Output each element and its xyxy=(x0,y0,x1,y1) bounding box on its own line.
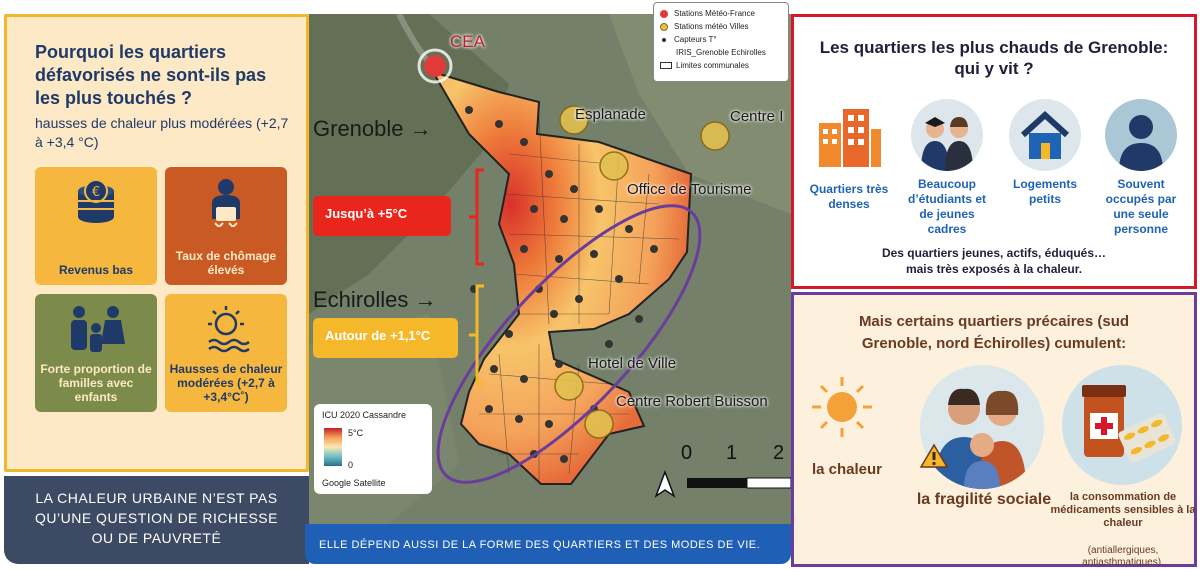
persona-label: Beaucoup d’étudiants et de jeunes cadres xyxy=(907,177,986,236)
scale-label: 1 xyxy=(726,442,738,464)
tile-familles xyxy=(35,294,157,412)
coins-icon xyxy=(35,177,157,227)
persona-students xyxy=(902,99,992,237)
rb-title: Mais certains quartiers précaires (sud Grenoble, nord Échirolles) cumulent: xyxy=(858,313,1130,352)
svg-text:€: € xyxy=(91,185,101,200)
tile-label: Taux de chômage élevés xyxy=(175,249,277,277)
station-label-office-tourisme[interactable]: Office de Tourisme xyxy=(627,181,752,198)
yellow-dot-icon xyxy=(660,23,668,31)
map-footer: ELLE DÉPEND AUSSI DE LA FORME DES QUARTIERS ET DES MODES DE VIE. xyxy=(305,524,791,564)
red-dot-icon xyxy=(660,10,668,18)
persona-small-housing xyxy=(1000,99,1090,207)
persona-label: Quartiers très denses xyxy=(809,182,889,211)
tile-chomage xyxy=(165,167,287,285)
station-label-centre[interactable]: Centre I xyxy=(730,108,784,125)
icu-min: 0 xyxy=(348,460,354,470)
map-legend xyxy=(653,2,789,82)
banner-line: OU DE PAUVRETÉ xyxy=(91,530,222,546)
rt-title: Les quartiers les plus chauds de Grenoble: qui y vit ? xyxy=(819,38,1169,78)
sun-icon xyxy=(810,375,874,439)
legend-item: Stations Météo-France xyxy=(660,7,782,20)
item-medication-note: (antiallergiques, antiasthmatiques). xyxy=(1082,545,1164,568)
banner-line: LA CHALEUR URBAINE N’EST PAS xyxy=(35,490,278,506)
callout-hot: Jusqu’à +5°C xyxy=(313,196,451,236)
tile-revenus-bas xyxy=(35,167,157,285)
left-panel xyxy=(4,14,309,472)
tile-label: Hausses de chaleur modérées (+2,7 à +3,4°C˚) xyxy=(169,362,283,404)
tile-label: Forte proportion de familles avec enfants xyxy=(40,362,152,404)
scale-label: 2 xyxy=(773,442,785,464)
left-title: Pourquoi les quartiers défavorisés ne sont-ils pas les plus touchés ? xyxy=(35,42,267,108)
legend-item: Stations météo Villes xyxy=(660,20,782,33)
station-label-hotel-ville[interactable]: Hotel de Ville xyxy=(588,355,677,372)
item-medication: la consommation de médicaments sensibles à la chaleur xyxy=(1050,491,1196,529)
family-icon xyxy=(35,304,157,354)
icu-source: Google Satellite xyxy=(322,478,386,488)
callout-mild: Autour de +1,1°C xyxy=(313,318,458,358)
echirolles-label: Echirolles → xyxy=(313,287,437,312)
person-icon xyxy=(1105,99,1177,171)
boundary-rect-icon xyxy=(660,62,672,69)
legend-item: Limites communales xyxy=(660,59,782,72)
left-banner xyxy=(4,476,309,564)
persona-label: Souvent occupés par une seule personne xyxy=(1105,177,1177,236)
worried-family-icon xyxy=(920,365,1044,489)
hottest-districts-panel xyxy=(791,14,1197,289)
legend-item: Capteurs T° xyxy=(660,33,782,46)
icu-max: 5°C xyxy=(348,428,364,438)
sun-waves-icon xyxy=(165,304,287,354)
left-subtitle: hausses de chaleur plus modérées (+2,7 à +3,4 °C) xyxy=(35,115,289,150)
banner-line: QU’UNE QUESTION DE RICHESSE xyxy=(35,510,278,526)
persona-single xyxy=(1096,99,1186,237)
station-label-esplanade[interactable]: Esplanade xyxy=(575,106,646,123)
small-dot-icon xyxy=(662,38,666,42)
warning-icon xyxy=(920,443,948,469)
rt-footer: Des quartiers jeunes, actifs, éduqués… mais très exposés à la chaleur. xyxy=(881,246,1107,276)
station-label-robert-buisson[interactable]: Centre Robert Buisson xyxy=(616,393,768,410)
tile-label: Revenus bas xyxy=(58,263,134,277)
cea-label: CEA xyxy=(450,32,485,51)
unemployed-person-icon xyxy=(165,177,287,227)
buildings-icon xyxy=(813,99,885,171)
icu-gradient xyxy=(324,428,342,466)
item-social-fragility: la fragilité sociale xyxy=(916,491,1052,508)
medication-icon xyxy=(1062,365,1182,485)
grenoble-label: Grenoble → xyxy=(313,116,432,141)
precarious-districts-panel xyxy=(791,292,1197,567)
icu-title: ICU 2020 Cassandre xyxy=(322,410,407,420)
students-icon xyxy=(911,99,983,171)
persona-label: Logements petits xyxy=(1012,177,1077,206)
icu-legend xyxy=(314,404,432,494)
persona-dense xyxy=(804,99,894,212)
legend-item: IRIS_Grenoble Echirolles xyxy=(676,48,766,57)
tile-hausses-chaleur xyxy=(165,294,287,412)
scale-label: 0 xyxy=(681,442,693,464)
item-heat: la chaleur xyxy=(811,461,883,478)
house-icon xyxy=(1009,99,1081,171)
